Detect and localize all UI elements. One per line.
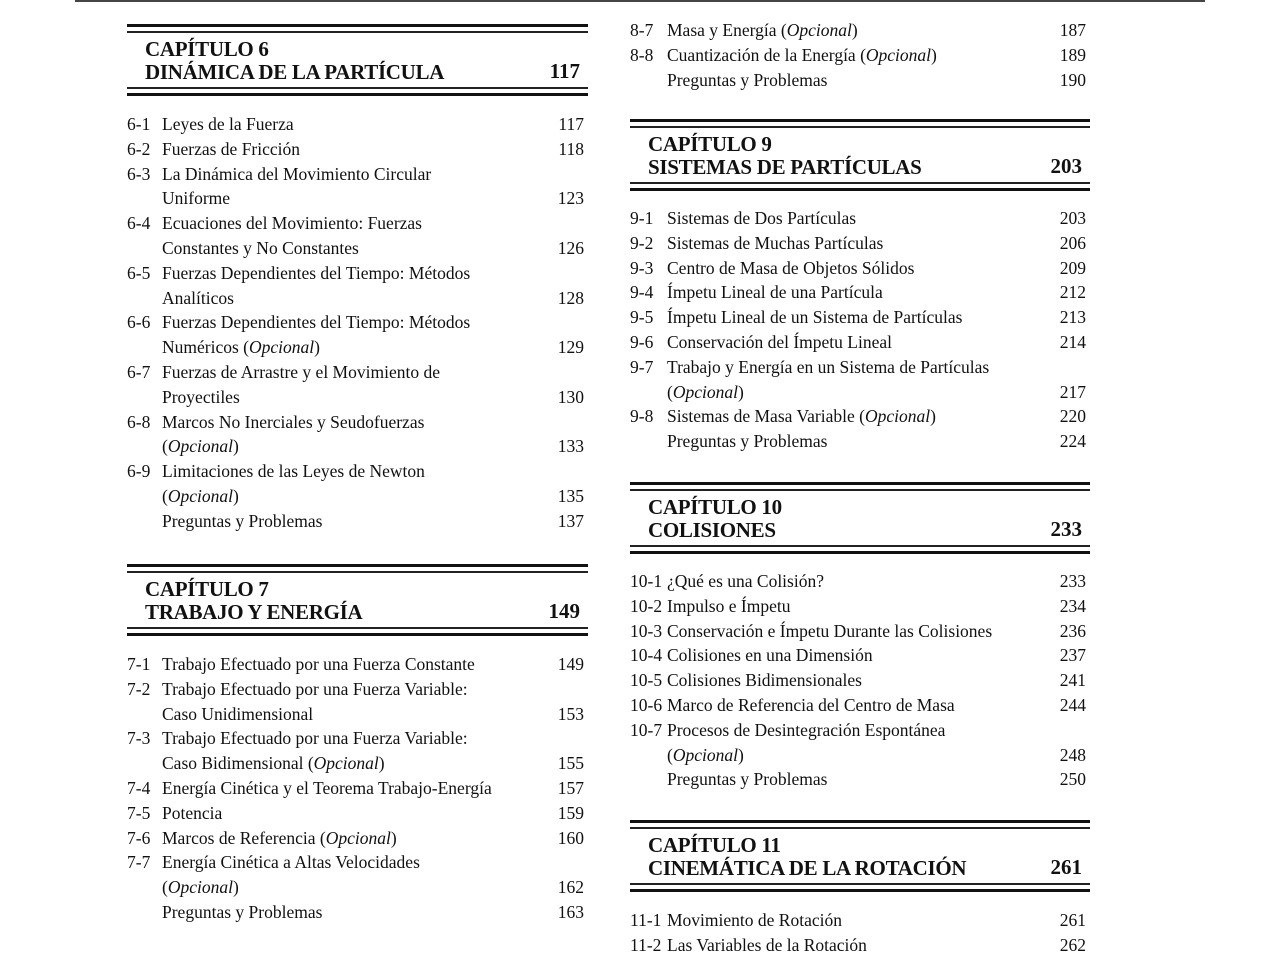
toc-entry[interactable] — [630, 206, 1086, 231]
rule-thin — [127, 31, 588, 33]
section-page: 213 — [1059, 307, 1086, 328]
entry-list — [630, 18, 1086, 92]
toc-entry[interactable] — [127, 776, 584, 801]
section-page: 130 — [557, 386, 584, 407]
chapter-title — [145, 38, 580, 84]
section-number — [630, 68, 667, 93]
toc-entry[interactable] — [630, 668, 1086, 693]
section-title-line: Numéricos (Opcional) — [162, 337, 320, 358]
chapter-name: SISTEMAS DE PARTÍCULAS — [648, 155, 922, 179]
toc-entry[interactable] — [630, 330, 1086, 355]
toc-entry[interactable] — [630, 933, 1086, 958]
section-title-line: Potencia — [162, 802, 223, 823]
section-page: 234 — [1059, 595, 1086, 616]
chapter-page: 261 — [1050, 855, 1082, 879]
rule-thin — [630, 545, 1090, 547]
section-page: 217 — [1059, 381, 1086, 402]
entry-list — [630, 206, 1086, 454]
section-title-line: Preguntas y Problemas — [667, 769, 828, 790]
section-title-line: Sistemas de Masa Variable (Opcional) — [667, 406, 936, 427]
section-title-line: Fuerzas de Arrastre y el Movimiento de — [162, 361, 440, 382]
chapter-title — [648, 496, 1082, 542]
section-page: 224 — [1059, 431, 1086, 452]
section-title — [667, 767, 1060, 792]
section-number: 9-8 — [630, 406, 654, 427]
section-number: 6-9 — [127, 461, 151, 482]
section-title-line: (Opcional) — [162, 436, 239, 457]
rule-thick — [127, 564, 588, 567]
toc-entry[interactable] — [127, 410, 584, 460]
section-title-line: Ecuaciones del Movimiento: Fuerzas — [162, 213, 422, 234]
toc-entry[interactable] — [127, 509, 584, 534]
section-page: 162 — [557, 877, 584, 898]
section-title — [667, 429, 1060, 454]
section-title-line: Sistemas de Muchas Partículas — [667, 232, 884, 253]
section-title-line: Movimiento de Rotación — [667, 910, 842, 930]
section-page: 126 — [557, 237, 584, 258]
section-page: 128 — [557, 287, 584, 308]
section-number: 10-7 — [630, 719, 663, 740]
chapter-number: CAPÍTULO 9 — [648, 132, 772, 156]
optional-label: Opcional — [865, 44, 932, 65]
top-border — [75, 0, 1205, 2]
section-title — [162, 900, 558, 925]
section-page: 137 — [557, 510, 584, 531]
rule-thick — [630, 482, 1090, 485]
toc-entry[interactable] — [630, 767, 1086, 792]
section-number: 10-2 — [630, 595, 663, 616]
chapter-page: 233 — [1050, 517, 1082, 541]
entry-list — [127, 652, 584, 925]
rule-thick — [630, 551, 1090, 554]
section-title — [162, 112, 558, 137]
toc-entry[interactable] — [630, 68, 1086, 93]
section-page: 153 — [557, 703, 584, 724]
section-number: 7-6 — [127, 827, 151, 848]
section-page: 157 — [557, 777, 584, 798]
chapter-header — [630, 482, 1090, 556]
section-title — [162, 776, 558, 801]
optional-label: Opcional — [864, 406, 931, 427]
chapter-header — [630, 820, 1090, 894]
section-title — [162, 826, 558, 851]
section-title — [162, 211, 558, 261]
section-page: 209 — [1059, 257, 1086, 278]
rule-thick — [630, 889, 1090, 892]
rule-thick — [127, 93, 588, 96]
section-title — [667, 619, 1060, 644]
section-title-line: Limitaciones de las Leyes de Newton — [162, 461, 425, 482]
section-title-line: Uniforme — [162, 188, 231, 209]
toc-entry[interactable] — [127, 459, 584, 509]
section-title — [667, 908, 1060, 933]
section-page: 187 — [1059, 20, 1086, 40]
rule-thin — [630, 182, 1090, 184]
chapter-title — [648, 834, 1082, 880]
toc-entry[interactable] — [127, 801, 584, 826]
rule-thin — [127, 627, 588, 629]
section-title-line: Marcos No Inerciales y Seudofuerzas — [162, 411, 425, 432]
rule-thin — [127, 571, 588, 573]
section-title-line: Constantes y No Constantes — [162, 237, 359, 258]
section-title-line: Masa y Energía (Opcional) — [667, 20, 858, 40]
optional-label: Opcional — [672, 744, 738, 765]
section-page: 118 — [558, 138, 584, 159]
section-title — [162, 410, 558, 460]
section-page: 163 — [557, 901, 584, 922]
section-title — [667, 569, 1060, 594]
section-number: 7-5 — [127, 802, 151, 823]
section-title — [667, 668, 1060, 693]
rule-thin — [630, 126, 1090, 128]
section-title-line: (Opcional) — [667, 381, 744, 402]
section-title-line: (Opcional) — [162, 877, 239, 898]
section-title-line: Fuerzas Dependientes del Tiempo: Métodos — [162, 262, 471, 283]
section-title — [162, 801, 558, 826]
section-page: 214 — [1059, 331, 1086, 352]
section-title-line: (Opcional) — [667, 744, 744, 765]
section-title-line: Trabajo Efectuado por una Fuerza Variable: — [162, 728, 468, 749]
section-number: 9-5 — [630, 307, 654, 328]
section-title — [667, 206, 1060, 231]
toc-entry[interactable] — [127, 652, 584, 677]
toc-entry[interactable] — [127, 211, 584, 261]
section-page: 206 — [1059, 232, 1086, 253]
toc-entry[interactable] — [630, 569, 1086, 594]
section-title-line: Centro de Masa de Objetos Sólidos — [667, 257, 915, 278]
section-number: 9-4 — [630, 282, 654, 303]
section-title-line: Leyes de la Fuerza — [162, 114, 294, 134]
chapter-header — [127, 24, 588, 98]
section-number: 6-6 — [127, 312, 151, 333]
section-page: 262 — [1059, 934, 1086, 955]
section-number: 7-2 — [127, 678, 151, 699]
section-title-line: Ímpetu Lineal de un Sistema de Partículas — [667, 307, 963, 328]
section-page: 189 — [1059, 44, 1086, 65]
toc-entry[interactable] — [127, 360, 584, 410]
section-title-line: Cuantización de la Energía (Opcional) — [667, 44, 937, 65]
section-page: 250 — [1059, 769, 1086, 790]
rule-thin — [630, 883, 1090, 885]
section-title — [162, 137, 558, 162]
section-title-line: Proyectiles — [162, 386, 240, 407]
rule-thin — [630, 489, 1090, 491]
section-title-line: Colisiones Bidimensionales — [667, 670, 862, 691]
toc-entry[interactable] — [630, 429, 1086, 454]
section-title — [162, 261, 558, 311]
toc-entry[interactable] — [630, 231, 1086, 256]
optional-label: Opcional — [167, 877, 233, 898]
section-number: 7-7 — [127, 852, 151, 873]
section-number — [127, 509, 162, 534]
section-number: 9-1 — [630, 208, 654, 228]
section-number: 7-4 — [127, 777, 151, 798]
section-title — [667, 594, 1060, 619]
toc-entry[interactable] — [630, 643, 1086, 668]
section-title — [162, 162, 558, 212]
section-page: 237 — [1059, 645, 1086, 666]
section-title-line: ¿Qué es una Colisión? — [667, 571, 824, 591]
section-page: 241 — [1059, 670, 1086, 691]
rule-thin — [630, 827, 1090, 829]
section-number: 10-4 — [630, 645, 663, 666]
section-title — [162, 459, 558, 509]
section-number — [630, 767, 667, 792]
section-number: 10-3 — [630, 620, 663, 641]
section-title — [667, 280, 1060, 305]
chapter-title — [145, 578, 580, 624]
toc-entry[interactable] — [127, 310, 584, 360]
toc-entry[interactable] — [630, 18, 1086, 43]
section-page: 149 — [557, 654, 584, 674]
chapter-number: CAPÍTULO 7 — [145, 577, 269, 601]
section-page: 233 — [1059, 571, 1086, 591]
toc-entry[interactable] — [127, 162, 584, 212]
rule-thick — [630, 119, 1090, 122]
section-page: 236 — [1059, 620, 1086, 641]
section-title — [667, 933, 1060, 958]
section-page: 155 — [557, 753, 584, 774]
section-number: 9-6 — [630, 331, 654, 352]
section-number: 10-1 — [630, 571, 663, 591]
section-title-line: Conservación del Ímpetu Lineal — [667, 331, 892, 352]
section-title-line: Caso Unidimensional — [162, 703, 314, 724]
toc-entry[interactable] — [127, 112, 584, 137]
chapter-page: 149 — [548, 599, 580, 623]
rule-thick — [127, 24, 588, 27]
chapter-number: CAPÍTULO 6 — [145, 37, 269, 61]
section-number: 6-2 — [127, 138, 151, 159]
toc-entry[interactable] — [630, 43, 1086, 68]
toc-entry[interactable] — [630, 355, 1086, 405]
section-number: 10-5 — [630, 670, 663, 691]
chapter-page: 117 — [549, 59, 580, 83]
section-title-line: Ímpetu Lineal de una Partícula — [667, 282, 883, 303]
section-title — [667, 643, 1060, 668]
section-number: 7-3 — [127, 728, 151, 749]
toc-entry[interactable] — [630, 619, 1086, 644]
entry-list — [630, 908, 1086, 958]
section-page: 135 — [557, 485, 584, 506]
section-page: 244 — [1059, 694, 1086, 715]
section-title — [667, 330, 1060, 355]
section-number — [630, 429, 667, 454]
section-title — [667, 404, 1060, 429]
section-title — [162, 360, 558, 410]
rule-thick — [127, 633, 588, 636]
chapter-header — [630, 119, 1090, 193]
section-title-line: Preguntas y Problemas — [162, 901, 323, 922]
rule-thin — [127, 87, 588, 89]
section-number: 11-2 — [630, 934, 662, 955]
section-title-line: Fuerzas de Fricción — [162, 138, 301, 159]
section-number: 8-8 — [630, 44, 654, 65]
section-page: 261 — [1059, 910, 1086, 930]
section-page: 160 — [557, 827, 584, 848]
section-title — [667, 68, 1060, 93]
section-page: 203 — [1059, 208, 1086, 228]
section-title-line: Trabajo Efectuado por una Fuerza Constante — [162, 654, 475, 674]
section-title-line: Conservación e Ímpetu Durante las Colisiones — [667, 620, 993, 641]
toc-entry[interactable] — [630, 718, 1086, 768]
chapter-name: CINEMÁTICA DE LA ROTACIÓN — [648, 856, 967, 880]
optional-label: Opcional — [325, 827, 391, 848]
section-title-line: Energía Cinética a Altas Velocidades — [162, 852, 420, 873]
section-title — [667, 718, 1060, 768]
section-number: 9-2 — [630, 232, 654, 253]
section-title — [667, 231, 1060, 256]
section-title-line: Trabajo Efectuado por una Fuerza Variable: — [162, 678, 468, 699]
section-number: 6-3 — [127, 163, 151, 184]
toc-entry[interactable] — [630, 404, 1086, 429]
section-page: 248 — [1059, 744, 1086, 765]
optional-label: Opcional — [672, 381, 738, 402]
optional-label: Opcional — [249, 337, 315, 358]
section-page: 129 — [557, 337, 584, 358]
toc-entry[interactable] — [630, 908, 1086, 933]
section-number: 9-7 — [630, 356, 654, 377]
toc-entry[interactable] — [127, 850, 584, 900]
toc-entry[interactable] — [127, 726, 584, 776]
section-title — [162, 310, 558, 360]
section-title — [162, 726, 558, 776]
toc-entry[interactable] — [630, 693, 1086, 718]
chapter-title — [648, 133, 1082, 179]
section-title — [162, 850, 558, 900]
section-title — [667, 43, 1060, 68]
optional-label: Opcional — [313, 753, 379, 774]
toc-entry[interactable] — [127, 261, 584, 311]
section-title-line: Preguntas y Problemas — [667, 69, 828, 90]
section-page: 212 — [1059, 282, 1086, 303]
toc-entry[interactable] — [630, 280, 1086, 305]
section-title — [667, 355, 1060, 405]
section-title — [162, 652, 558, 677]
section-number: 6-1 — [127, 114, 151, 134]
toc-entry[interactable] — [630, 594, 1086, 619]
chapter-header — [127, 564, 588, 638]
chapter-name: COLISIONES — [648, 518, 776, 542]
rule-thick — [630, 820, 1090, 823]
section-title — [667, 18, 1060, 43]
section-page: 159 — [557, 802, 584, 823]
chapter-number: CAPÍTULO 10 — [648, 495, 782, 519]
section-title-line: Caso Bidimensional (Opcional) — [162, 753, 385, 774]
section-number — [127, 900, 162, 925]
section-title — [162, 509, 558, 534]
section-title-line: Energía Cinética y el Teorema Trabajo-Energía — [162, 777, 492, 798]
toc-entry[interactable] — [127, 826, 584, 851]
chapter-name: DINÁMICA DE LA PARTÍCULA — [145, 60, 445, 84]
section-title-line: Marcos de Referencia (Opcional) — [162, 827, 397, 848]
section-number: 9-3 — [630, 257, 654, 278]
chapter-number: CAPÍTULO 11 — [648, 833, 781, 857]
section-title-line: Trabajo y Energía en un Sistema de Partículas — [667, 356, 990, 377]
section-title — [667, 305, 1060, 330]
section-number: 6-5 — [127, 262, 151, 283]
optional-label: Opcional — [167, 436, 233, 457]
section-number: 10-6 — [630, 694, 663, 715]
optional-label: Opcional — [167, 485, 233, 506]
section-title-line: Preguntas y Problemas — [162, 510, 323, 531]
section-title-line: Sistemas de Dos Partículas — [667, 208, 857, 228]
toc-entry[interactable] — [127, 677, 584, 727]
toc-entry[interactable] — [127, 900, 584, 925]
section-title-line: Procesos de Desintegración Espontánea — [667, 719, 946, 740]
section-title-line: Marco de Referencia del Centro de Masa — [667, 694, 955, 715]
optional-label: Opcional — [786, 20, 852, 40]
section-number: 6-4 — [127, 213, 151, 234]
section-title-line: La Dinámica del Movimiento Circular — [162, 163, 432, 184]
toc-entry[interactable] — [127, 137, 584, 162]
section-number: 7-1 — [127, 654, 151, 674]
section-page: 190 — [1059, 69, 1086, 90]
entry-list — [127, 112, 584, 534]
section-title — [667, 256, 1060, 281]
toc-entry[interactable] — [630, 256, 1086, 281]
section-number: 6-8 — [127, 411, 151, 432]
section-page: 220 — [1059, 406, 1086, 427]
chapter-name: TRABAJO Y ENERGÍA — [145, 600, 363, 624]
section-page: 123 — [557, 188, 584, 209]
toc-entry[interactable] — [630, 305, 1086, 330]
section-number: 6-7 — [127, 361, 151, 382]
section-title-line: Preguntas y Problemas — [667, 431, 828, 452]
section-title-line: Fuerzas Dependientes del Tiempo: Métodos — [162, 312, 471, 333]
rule-thick — [630, 188, 1090, 191]
section-title-line: Impulso e Ímpetu — [667, 595, 791, 616]
section-number: 8-7 — [630, 20, 654, 40]
section-page: 133 — [557, 436, 584, 457]
section-title — [162, 677, 558, 727]
section-title — [667, 693, 1060, 718]
chapter-page: 203 — [1050, 154, 1082, 178]
section-title-line: Analíticos — [162, 287, 234, 308]
section-number: 11-1 — [630, 910, 662, 930]
section-title-line: Las Variables de la Rotación — [667, 934, 867, 955]
section-title-line: Colisiones en una Dimensión — [667, 645, 873, 666]
section-page: 117 — [558, 114, 584, 134]
section-title-line: (Opcional) — [162, 485, 239, 506]
entry-list — [630, 569, 1086, 792]
